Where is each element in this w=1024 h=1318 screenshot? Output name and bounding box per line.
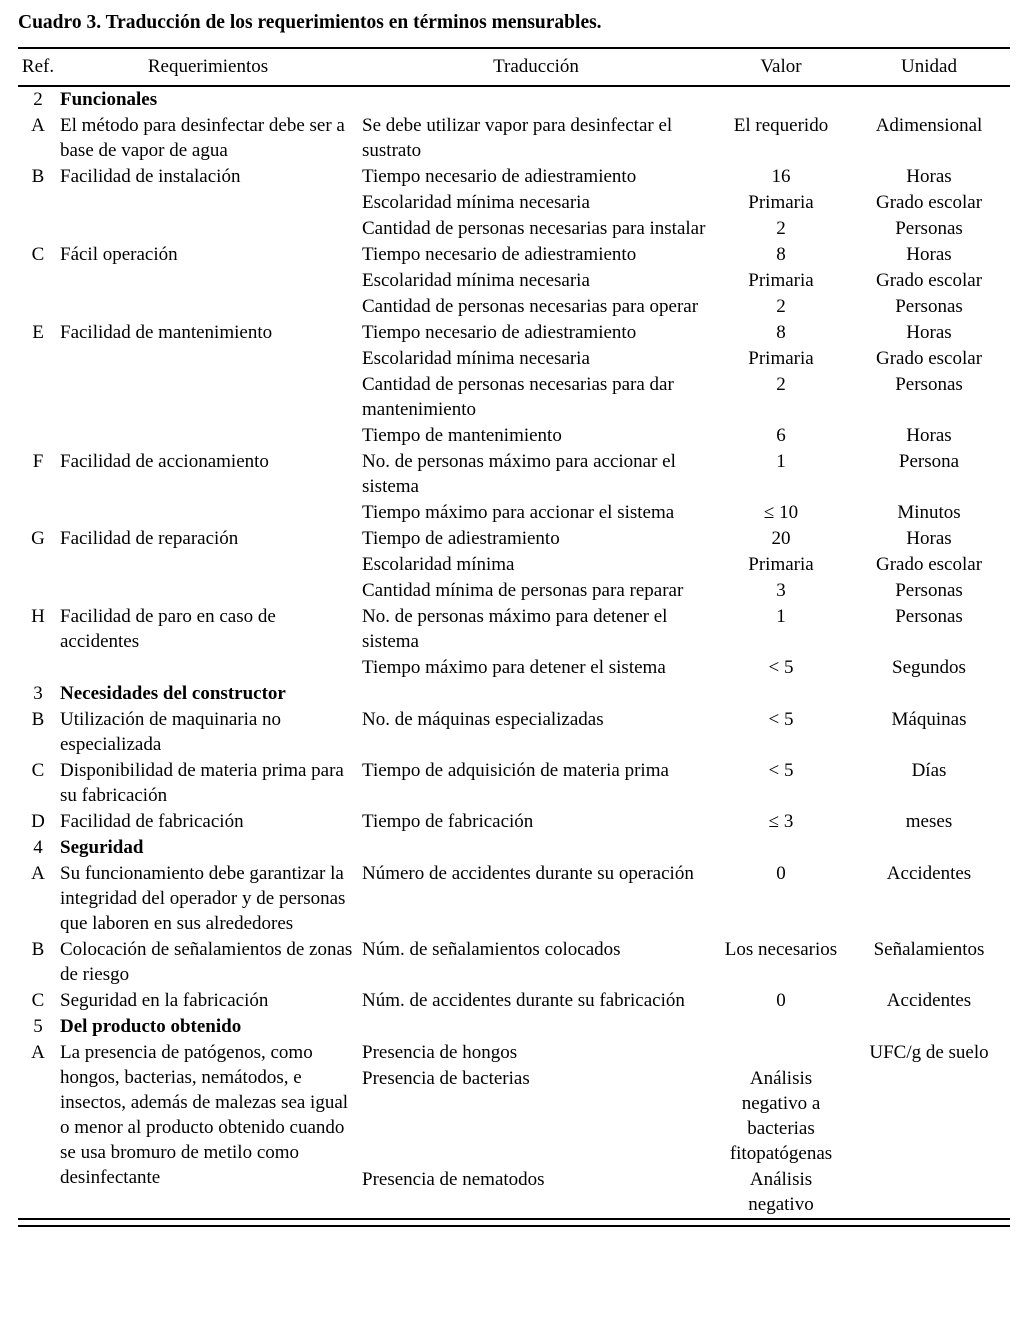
- valor-cell: 6: [776, 425, 786, 446]
- unidad-cell: Accidentes: [886, 990, 972, 1011]
- trad-cell: Cantidad mínima de personas para reparar: [362, 580, 684, 601]
- valor-cell: [714, 835, 848, 861]
- unidad-cell: Horas: [906, 244, 952, 265]
- table-header: [18, 48, 1010, 86]
- section-row: [18, 681, 1010, 707]
- unidad-cell: Horas: [906, 322, 952, 343]
- unidad-cell: Accidentes: [886, 863, 972, 884]
- unidad-cell: Personas: [895, 296, 963, 317]
- ref-cell: F: [32, 451, 44, 472]
- trad-cell: No. de personas máximo para accionar el sistema: [362, 451, 676, 497]
- trad-cell: Tiempo necesario de adiestramiento: [362, 166, 637, 187]
- ref-cell: 2: [33, 89, 43, 110]
- valor-cell: Primaria: [748, 348, 814, 369]
- trad-cell: Escolaridad mínima: [362, 554, 515, 575]
- ref-cell: A: [31, 1042, 45, 1063]
- valor-cell: < 5: [768, 657, 794, 678]
- ref-cell: [18, 216, 58, 242]
- req-cell: [58, 372, 358, 423]
- unidad-cell: Personas: [895, 580, 963, 601]
- table-row: [18, 190, 1010, 216]
- table-row: [18, 937, 1010, 988]
- unidad-cell: [848, 1014, 1010, 1040]
- table-row: [18, 449, 1010, 500]
- trad-cell: Presencia de bacterias: [362, 1068, 530, 1089]
- trad-cell: No. de personas máximo para detener el sistema: [362, 606, 668, 652]
- trad-cell: Tiempo máximo para accionar el sistema: [362, 502, 675, 523]
- unidad-cell: Grado escolar: [875, 348, 983, 369]
- trad-cell: Tiempo de fabricación: [362, 811, 534, 832]
- trad-cell: Tiempo máximo para detener el sistema: [362, 657, 666, 678]
- trad-cell: Escolaridad mínima necesaria: [362, 270, 590, 291]
- valor-cell: ≤ 3: [768, 811, 794, 832]
- unidad-cell: Segundos: [892, 657, 966, 678]
- unidad-cell: [848, 1167, 1010, 1219]
- table-row: [18, 372, 1010, 423]
- table-row: [18, 861, 1010, 937]
- valor-cell: 0: [776, 863, 786, 884]
- unidad-cell: meses: [905, 811, 953, 832]
- unidad-cell: [848, 681, 1010, 707]
- req-cell: Utilización de maquinaria no especializada: [60, 709, 282, 755]
- header-traduccion: Traducción: [493, 56, 579, 77]
- req-cell: Facilidad de fabricación: [60, 811, 244, 832]
- req-cell: [58, 655, 358, 681]
- table-row: [18, 1040, 1010, 1066]
- req-cell: Necesidades del constructor: [60, 683, 286, 704]
- table-row: [18, 500, 1010, 526]
- req-cell: Funcionales: [60, 89, 158, 110]
- ref-cell: [18, 346, 58, 372]
- req-cell: Facilidad de reparación: [60, 528, 239, 549]
- unidad-cell: Horas: [906, 425, 952, 446]
- trad-cell: Núm. de accidentes durante su fabricación: [362, 990, 685, 1011]
- trad-cell: Tiempo necesario de adiestramiento: [362, 322, 637, 343]
- valor-cell: [714, 1040, 848, 1066]
- unidad-cell: [848, 835, 1010, 861]
- trad-cell: Presencia de nematodos: [362, 1169, 545, 1190]
- table-bottom-rule: [18, 1225, 1010, 1227]
- ref-cell: G: [31, 528, 45, 549]
- valor-cell: Análisis negativo: [748, 1169, 814, 1215]
- ref-cell: 3: [33, 683, 43, 704]
- req-cell: Facilidad de instalación: [60, 166, 241, 187]
- ref-cell: [18, 294, 58, 320]
- unidad-cell: Adimensional: [875, 115, 983, 136]
- trad-cell: Núm. de señalamientos colocados: [362, 939, 621, 960]
- valor-cell: [714, 681, 848, 707]
- table-row: [18, 346, 1010, 372]
- req-cell: [58, 552, 358, 578]
- ref-cell: C: [31, 760, 45, 781]
- table-row: [18, 758, 1010, 809]
- req-cell: Facilidad de mantenimiento: [60, 322, 273, 343]
- req-cell: [58, 216, 358, 242]
- table-title: Cuadro 3. Traducción de los requerimientos en términos mensurables.: [18, 12, 602, 33]
- unidad-cell: Personas: [895, 374, 963, 395]
- trad-cell: Se debe utilizar vapor para desinfectar el sustrato: [362, 115, 673, 161]
- ref-cell: [18, 372, 58, 423]
- req-cell: [58, 578, 358, 604]
- valor-cell: 0: [776, 990, 786, 1011]
- trad-cell: [358, 835, 714, 861]
- unidad-cell: Minutos: [897, 502, 961, 523]
- trad-cell: [358, 1014, 714, 1040]
- table-row: [18, 294, 1010, 320]
- unidad-cell: Máquinas: [891, 709, 967, 730]
- valor-cell: 8: [776, 244, 786, 265]
- table-row: [18, 526, 1010, 552]
- unidad-cell: Personas: [895, 606, 963, 627]
- trad-cell: Escolaridad mínima necesaria: [362, 348, 590, 369]
- requirements-table: [18, 47, 1010, 1220]
- unidad-cell: Señalamientos: [873, 939, 985, 960]
- valor-cell: Los necesarios: [724, 939, 838, 960]
- unidad-cell: [848, 1066, 1010, 1167]
- unidad-cell: Horas: [906, 166, 952, 187]
- req-cell: Seguridad: [60, 837, 144, 858]
- trad-cell: Tiempo de mantenimiento: [362, 425, 562, 446]
- valor-cell: < 5: [768, 709, 794, 730]
- unidad-cell: UFC/g de suelo: [869, 1042, 989, 1063]
- req-cell: La presencia de patógenos, como hongos, bacterias, nemátodos, e insectos, además de malezas sea igual o menor al producto obtenido cuando se usa bromuro de metilo como desinfectante: [60, 1042, 349, 1188]
- trad-cell: [358, 86, 714, 113]
- trad-cell: Cantidad de personas necesarias para instalar: [362, 218, 706, 239]
- valor-cell: < 5: [768, 760, 794, 781]
- table-row: [18, 242, 1010, 268]
- ref-cell: [18, 655, 58, 681]
- unidad-cell: Persona: [898, 451, 960, 472]
- header-valor: Valor: [760, 56, 802, 77]
- req-cell: Del producto obtenido: [60, 1016, 242, 1037]
- ref-cell: B: [31, 166, 45, 187]
- table-row: [18, 423, 1010, 449]
- section-row: [18, 835, 1010, 861]
- unidad-cell: Días: [911, 760, 947, 781]
- table-row: [18, 578, 1010, 604]
- req-cell: [58, 500, 358, 526]
- unidad-cell: Grado escolar: [875, 270, 983, 291]
- ref-cell: C: [31, 990, 45, 1011]
- req-cell: Facilidad de paro en caso de accidentes: [60, 606, 276, 652]
- table-row: [18, 164, 1010, 190]
- req-cell: Disponibilidad de materia prima para su fabricación: [60, 760, 344, 806]
- trad-cell: [358, 681, 714, 707]
- ref-cell: 4: [33, 837, 43, 858]
- ref-cell: [18, 552, 58, 578]
- valor-cell: 2: [776, 296, 786, 317]
- req-cell: [58, 268, 358, 294]
- valor-cell: 20: [771, 528, 791, 549]
- ref-cell: H: [31, 606, 45, 627]
- unidad-cell: Grado escolar: [875, 554, 983, 575]
- req-cell: Facilidad de accionamiento: [60, 451, 269, 472]
- ref-cell: A: [31, 115, 45, 136]
- valor-cell: El requerido: [733, 115, 829, 136]
- ref-cell: A: [31, 863, 45, 884]
- table-row: [18, 707, 1010, 758]
- table-row: [18, 809, 1010, 835]
- valor-cell: Análisis negativo a bacterias fitopatógenas: [729, 1068, 833, 1164]
- valor-cell: ≤ 10: [763, 502, 799, 523]
- trad-cell: Cantidad de personas necesarias para operar: [362, 296, 699, 317]
- valor-cell: Primaria: [748, 554, 814, 575]
- unidad-cell: Personas: [895, 218, 963, 239]
- req-cell: [58, 190, 358, 216]
- trad-cell: Número de accidentes durante su operación: [362, 863, 694, 884]
- req-cell: [58, 294, 358, 320]
- trad-cell: Presencia de hongos: [362, 1042, 518, 1063]
- trad-cell: Escolaridad mínima necesaria: [362, 192, 590, 213]
- ref-cell: E: [32, 322, 44, 343]
- valor-cell: 3: [776, 580, 786, 601]
- table-row: [18, 268, 1010, 294]
- ref-cell: C: [31, 244, 45, 265]
- unidad-cell: Grado escolar: [875, 192, 983, 213]
- table-row: [18, 216, 1010, 242]
- section-row: [18, 86, 1010, 113]
- header-ref: Ref.: [21, 56, 55, 77]
- table-header-row: [18, 48, 1010, 86]
- req-cell: Colocación de señalamientos de zonas de riesgo: [60, 939, 353, 985]
- valor-cell: 8: [776, 322, 786, 343]
- table-row: [18, 113, 1010, 164]
- ref-cell: D: [31, 811, 45, 832]
- valor-cell: 2: [776, 374, 786, 395]
- ref-cell: B: [31, 939, 45, 960]
- table-row: [18, 988, 1010, 1014]
- table-body: [18, 86, 1010, 1219]
- table-row: [18, 604, 1010, 655]
- table-row: [18, 320, 1010, 346]
- valor-cell: Primaria: [748, 270, 814, 291]
- header-unidad: Unidad: [901, 56, 957, 77]
- valor-cell: 2: [776, 218, 786, 239]
- trad-cell: Cantidad de personas necesarias para dar mantenimiento: [362, 374, 674, 420]
- trad-cell: Tiempo necesario de adiestramiento: [362, 244, 637, 265]
- req-cell: El método para desinfectar debe ser a base de vapor de agua: [60, 115, 345, 161]
- valor-cell: 1: [776, 606, 786, 627]
- unidad-cell: Horas: [906, 528, 952, 549]
- req-cell: Seguridad en la fabricación: [60, 990, 269, 1011]
- unidad-cell: [848, 86, 1010, 113]
- ref-cell: [18, 190, 58, 216]
- ref-cell: [18, 423, 58, 449]
- trad-cell: Tiempo de adiestramiento: [362, 528, 560, 549]
- ref-cell: [18, 578, 58, 604]
- req-cell: Fácil operación: [60, 244, 178, 265]
- valor-cell: [714, 1014, 848, 1040]
- valor-cell: 1: [776, 451, 786, 472]
- trad-cell: Tiempo de adquisición de materia prima: [362, 760, 669, 781]
- req-cell: [58, 346, 358, 372]
- trad-cell: No. de máquinas especializadas: [362, 709, 604, 730]
- valor-cell: 16: [771, 166, 791, 187]
- header-requerimientos: Requerimientos: [147, 56, 269, 77]
- table-row: [18, 552, 1010, 578]
- section-row: [18, 1014, 1010, 1040]
- valor-cell: [714, 86, 848, 113]
- ref-cell: [18, 268, 58, 294]
- ref-cell: 5: [33, 1016, 43, 1037]
- ref-cell: [18, 500, 58, 526]
- req-cell: [58, 423, 358, 449]
- valor-cell: Primaria: [748, 192, 814, 213]
- ref-cell: B: [31, 709, 45, 730]
- req-cell: Su funcionamiento debe garantizar la integridad del operador y de personas que laboren en sus alrededores: [60, 863, 346, 934]
- table-row: [18, 655, 1010, 681]
